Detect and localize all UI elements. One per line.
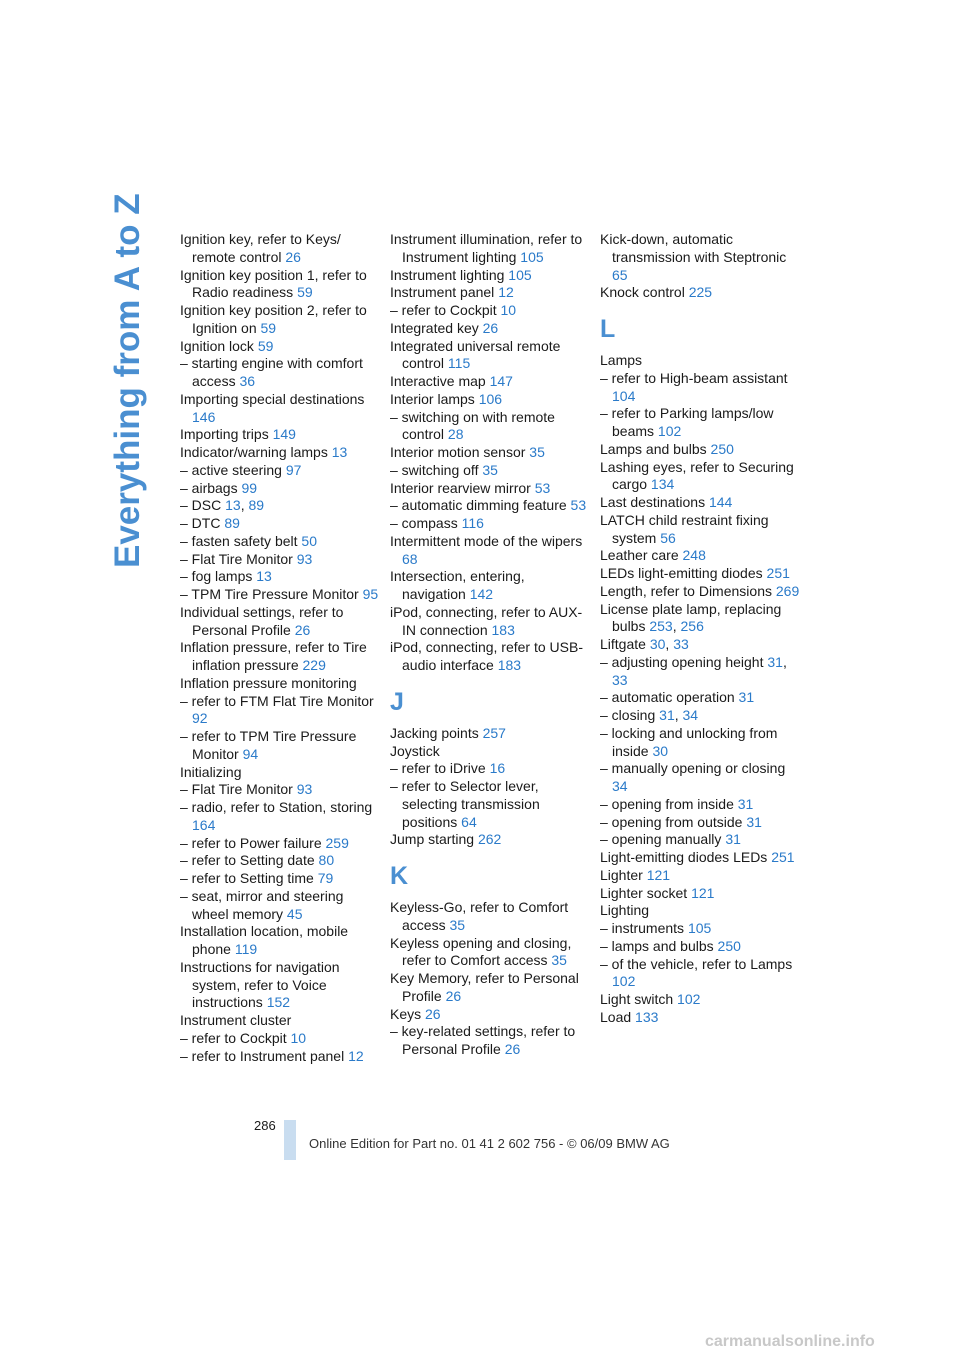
index-entry-text: – of the vehicle, refer to Lamps [600, 955, 793, 972]
index-entry-text: – refer to High-beam assistant [600, 369, 788, 386]
page-reference-link[interactable]: 35 [482, 461, 498, 478]
page-reference-link[interactable]: 33 [673, 636, 689, 652]
index-entry [390, 302, 590, 320]
index-entry-text: Ignition key position 2, refer to Ignition on [180, 302, 367, 336]
index-entry [390, 320, 590, 338]
index-entry-text: – automatic dimming feature [390, 497, 567, 514]
index-entry-text: – opening from inside [600, 795, 734, 812]
page-reference-link[interactable]: 30 [649, 636, 666, 652]
index-entry-text: – refer to Cockpit [180, 1029, 287, 1046]
page-reference-link[interactable]: 269 [775, 582, 800, 599]
index-entry-text: – Flat Tire Monitor [180, 781, 293, 798]
index-entry [390, 970, 590, 1006]
index-entry-text: Inflation pressure, refer to Tire inflation pressure [180, 639, 367, 673]
index-entry-text: Interior motion sensor [390, 444, 526, 460]
index-entry-text: Interior rearview mirror [390, 479, 531, 496]
index-entry-text: Lamps and bulbs [600, 440, 707, 457]
index-entry [600, 956, 800, 992]
index-entry-text: Inflation pressure monitoring [180, 674, 357, 691]
index-entry [180, 551, 380, 569]
index-entry-text: – fasten safety belt [180, 532, 298, 549]
index-entry-text: Jacking points [390, 724, 479, 741]
page-reference-link[interactable]: 115 [447, 355, 471, 372]
index-entry-text: Liftgate [600, 636, 646, 652]
page-reference-link[interactable]: 45 [286, 905, 303, 922]
index-entry [600, 920, 800, 938]
index-entry [180, 533, 380, 551]
page-reference-link[interactable]: 16 [489, 760, 506, 777]
index-entry-text: – opening from outside [600, 813, 743, 830]
index-entry [390, 444, 590, 462]
page-reference-link[interactable]: 164 [192, 816, 216, 833]
index-entry [600, 459, 800, 495]
index-entry [600, 494, 800, 512]
index-entry-text: Load [600, 1008, 632, 1025]
index-entry-text: – lamps and bulbs [600, 937, 714, 954]
footer-accent-bar [284, 1120, 296, 1160]
index-entry-text: Joystick [390, 742, 440, 759]
page-reference-link[interactable]: 142 [469, 586, 494, 602]
index-entry [600, 796, 800, 814]
index-entry [390, 231, 590, 267]
page-reference-link[interactable]: 26 [504, 1041, 521, 1057]
page-reference-link[interactable]: 183 [497, 657, 522, 673]
page-reference-link[interactable]: 12 [348, 1047, 364, 1064]
index-entry-text: Intermittent mode of the wipers [390, 532, 583, 549]
page-reference-link[interactable]: 257 [482, 724, 506, 741]
index-entry-text: – fog lamps [180, 568, 253, 585]
index-entry-text: Kick-down, automatic transmission with Steptronic [600, 231, 787, 265]
index-column-1 [180, 231, 380, 1065]
index-entry [180, 515, 380, 533]
page-reference-link[interactable]: 99 [241, 479, 258, 496]
page-reference-link[interactable]: 251 [766, 565, 790, 581]
index-entry-text: – airbags [180, 479, 238, 496]
page-reference-link[interactable]: 250 [717, 937, 741, 954]
page-reference-link[interactable]: 89 [224, 515, 240, 531]
page-reference-link[interactable]: 89 [248, 497, 265, 514]
page-reference-link[interactable]: 102 [677, 991, 701, 1007]
index-entry [180, 462, 380, 480]
index-entry [180, 444, 380, 462]
page-reference-link[interactable]: 13 [225, 497, 241, 514]
index-entry [390, 568, 590, 604]
index-entry [390, 462, 590, 480]
page-reference-link[interactable]: 183 [491, 621, 515, 638]
index-entry-text: – refer to FTM Flat Tire Monitor [180, 692, 374, 709]
section-side-title: Everything from A to Z [108, 193, 147, 568]
index-entry-text: – refer to iDrive [390, 760, 486, 777]
index-entry-text: LATCH child restraint fixing system [600, 511, 769, 546]
index-entry-text: – manually opening or closing [600, 760, 786, 777]
index-entry-text: – TPM Tire Pressure Monitor [180, 586, 359, 602]
index-entry [390, 760, 590, 778]
index-entry [180, 675, 380, 693]
index-entry-text: Intersection, entering, navigation [390, 568, 525, 602]
index-entry [390, 639, 590, 675]
index-entry-text: Lighting [600, 902, 650, 919]
page-reference-link[interactable]: 53 [570, 497, 587, 514]
page-reference-link[interactable]: 248 [682, 547, 706, 564]
index-entry [390, 831, 590, 849]
index-entry-text: Jump starting [390, 831, 475, 848]
index-entry [180, 267, 380, 303]
index-entry [390, 935, 590, 971]
page-reference-link[interactable]: 102 [657, 423, 682, 439]
index-entry-text: – active steering [180, 461, 282, 478]
index-entry: – closing 31, 34 [600, 707, 699, 723]
page-reference-link[interactable]: 56 [660, 529, 676, 546]
index-entry-text: Lighter [600, 866, 643, 883]
index-entry-text: – opening manually [600, 831, 722, 848]
index-entry [600, 849, 800, 867]
index-entry-text: Knock control [600, 284, 685, 301]
index-entry [390, 409, 590, 445]
index-entry [390, 899, 590, 935]
index-entry [600, 867, 800, 885]
page-reference-link[interactable]: 68 [402, 550, 418, 567]
index-entry [600, 547, 800, 565]
page-reference-link[interactable]: 26 [285, 248, 301, 265]
index-entry [390, 743, 590, 761]
index-entry-text: – starting engine with comfort access [180, 355, 363, 389]
index-entry-text: – closing [600, 707, 656, 723]
page-reference-link[interactable]: 152 [266, 994, 291, 1011]
index-entry-text: Lighter socket [600, 884, 688, 901]
page-reference-link[interactable]: 26 [482, 319, 499, 336]
index-entry [600, 831, 800, 849]
page-reference-link[interactable]: 105 [520, 248, 544, 265]
page-reference-link[interactable]: 31 [725, 831, 741, 848]
index-entry [390, 725, 590, 743]
index-entry-text: Instrument lighting [390, 266, 505, 283]
index-entry [180, 568, 380, 586]
page-reference-link[interactable]: 105 [508, 266, 532, 283]
index-entry-text: Instrument illumination, refer to Instrument lighting [390, 231, 583, 265]
index-entry [390, 391, 590, 409]
index-entry-text: – refer to Power failure [180, 834, 322, 851]
index-entry [390, 497, 590, 515]
index-column-3 [600, 231, 800, 1027]
watermark: carmanualsonline.info [705, 1333, 875, 1350]
index-entry [180, 852, 380, 870]
index-entry [390, 284, 590, 302]
page-reference-link[interactable]: 10 [290, 1029, 307, 1046]
index-entry-text: Interactive map [390, 373, 486, 389]
page-reference-link[interactable]: 134 [650, 476, 675, 493]
index-entry-text: – automatic operation [600, 689, 735, 706]
index-entry-text: Instrument cluster [180, 1012, 292, 1028]
index-column-2 [390, 231, 590, 1059]
index-entry-text: iPod, connecting, refer to AUX-IN connection [390, 603, 583, 638]
page-reference-link[interactable]: 94 [242, 745, 259, 762]
page-reference-link[interactable]: 65 [612, 266, 628, 283]
index-entry [180, 799, 380, 835]
page-reference-link[interactable]: 225 [688, 284, 713, 301]
page-reference-link[interactable]: 35 [551, 952, 567, 969]
index-entry-text: Integrated universal remote control [390, 337, 561, 372]
page-reference-link[interactable]: 31 [738, 689, 755, 706]
index-entry [180, 338, 380, 356]
index-entry [600, 512, 800, 548]
page-reference-link[interactable]: 106 [478, 390, 503, 407]
page-reference-link[interactable]: 64 [461, 813, 477, 830]
index-entry [600, 991, 800, 1009]
page-reference-link[interactable]: 59 [257, 337, 274, 354]
index-entry [390, 778, 590, 831]
index-entry-text: Initializing [180, 763, 242, 780]
index-entry-text: – DTC [180, 515, 221, 531]
page-reference-link[interactable]: 92 [192, 710, 208, 727]
index-entry-text: – instruments [600, 920, 685, 936]
index-entry [180, 870, 380, 888]
index-entry [600, 725, 800, 761]
index-entry-text: Importing trips [180, 426, 269, 443]
page-reference-link[interactable]: 59 [297, 284, 313, 301]
index-entry-text: – refer to Parking lamps/low beams [600, 405, 774, 439]
index-entry [180, 1048, 380, 1066]
page-reference-link[interactable]: 121 [646, 866, 671, 883]
index-entry-text: – refer to Cockpit [390, 302, 497, 318]
index-entry: Liftgate 30, 33 [600, 636, 689, 652]
page-reference-link[interactable]: 34 [682, 707, 699, 723]
index-entry-text: Importing special destinations [180, 390, 365, 407]
index-entry-text: Keyless-Go, refer to Comfort access [390, 899, 569, 933]
index-entry [180, 923, 380, 959]
index-entry [180, 355, 380, 391]
page-reference-link[interactable]: 10 [500, 302, 517, 318]
index-entry-text: Leather care [600, 547, 679, 564]
footer-edition-note: Online Edition for Part no. 01 41 2 602 756 - © 06/09 BMW AG [309, 1136, 670, 1151]
index-entry [180, 426, 380, 444]
index-entry [180, 728, 380, 764]
index-entry-text: – switching on with remote control [390, 408, 555, 443]
index-entry-text: – switching off [390, 461, 479, 478]
index-entry-text: Last destinations [600, 494, 706, 510]
page-reference-link[interactable]: 121 [691, 884, 715, 901]
index-entry-text: License plate lamp, replacing bulbs [600, 600, 782, 635]
index-entry [390, 515, 590, 533]
index-letter-heading: K [390, 862, 409, 890]
index-entry-text: – seat, mirror and steering wheel memory [180, 887, 344, 922]
page-reference-link[interactable]: 50 [301, 532, 317, 549]
index-entry-text: Integrated key [390, 319, 479, 336]
page-reference-link[interactable]: 144 [708, 494, 733, 510]
index-entry-text: Keys [390, 1005, 422, 1022]
index-entry [390, 267, 590, 285]
page-reference-link[interactable]: 28 [447, 426, 464, 443]
index-entry-text: Ignition lock [180, 337, 254, 354]
index-entry [600, 352, 800, 370]
index-entry [180, 391, 380, 427]
page-reference-link[interactable]: 31 [767, 653, 783, 670]
index-entry-text: Instrument panel [390, 284, 495, 301]
index-entry [600, 760, 800, 796]
page-reference-link[interactable]: 79 [317, 870, 334, 886]
index-entry [390, 480, 590, 498]
index-entry [390, 533, 590, 569]
index-entry-text: – refer to Instrument panel [180, 1047, 345, 1064]
page-reference-link[interactable]: 53 [534, 479, 551, 496]
index-entry [180, 835, 380, 853]
index-entry [180, 480, 380, 498]
index-entry-text: – locking and unlocking from inside [600, 724, 778, 759]
index-entry [390, 604, 590, 640]
index-entry [600, 814, 800, 832]
index-entry-text: Ignition key, refer to Keys/ remote control [180, 231, 341, 265]
index-entry [600, 565, 800, 583]
page-reference-link[interactable]: 229 [302, 657, 326, 673]
index-entry [390, 373, 590, 391]
page-reference-link[interactable]: 31 [659, 707, 675, 723]
page-reference-link[interactable]: 26 [425, 1005, 441, 1022]
page-reference-link[interactable]: 13 [331, 444, 348, 460]
index-entry [180, 781, 380, 799]
index-entry [390, 338, 590, 374]
index-entry-text: – refer to Setting time [180, 870, 314, 886]
index-entry-text: – compass [390, 515, 458, 531]
page-reference-link[interactable]: 97 [285, 461, 302, 478]
page-reference-link[interactable]: 35 [529, 444, 545, 460]
index-entry [600, 1009, 800, 1027]
index-entry [180, 302, 380, 338]
page-reference-link[interactable]: 35 [449, 916, 466, 933]
index-entry [180, 1012, 380, 1030]
index-entry [180, 959, 380, 1012]
index-entry-text: – refer to Selector lever, selecting transmission positions [390, 778, 540, 830]
index-letter-heading: J [390, 687, 404, 716]
page-reference-link[interactable]: 34 [612, 778, 628, 794]
index-entry-text: Keyless opening and closing, refer to Comfort access [390, 934, 572, 969]
page-reference-link[interactable]: 95 [362, 586, 379, 602]
page-reference-link[interactable]: 93 [296, 781, 313, 798]
page-reference-link[interactable]: 26 [445, 987, 462, 1004]
page-reference-link[interactable]: 119 [234, 941, 258, 957]
index-entry-text: Light-emitting diodes LEDs [600, 849, 768, 865]
index-entry-text: Ignition key position 1, refer to Radio readiness [180, 266, 367, 301]
index-entry [600, 938, 800, 956]
page-reference-link[interactable]: 13 [256, 568, 272, 585]
index-entry-text: LEDs light-emitting diodes [600, 565, 763, 581]
index-entry [180, 1030, 380, 1048]
index-entry-text: – refer to Setting date [180, 852, 315, 869]
page-reference-link[interactable]: 259 [325, 834, 349, 851]
index-entry [180, 586, 380, 604]
index-entry [600, 441, 800, 459]
page-reference-link[interactable]: 116 [461, 515, 484, 531]
page-reference-link[interactable]: 30 [652, 742, 669, 759]
index-entry [600, 902, 800, 920]
index-entry-text: Indicator/warning lamps [180, 444, 328, 460]
page-reference-link[interactable]: 105 [687, 920, 712, 936]
index-entry-text: – adjusting opening height [600, 653, 764, 670]
page-reference-link[interactable]: 12 [498, 284, 514, 301]
page-reference-link[interactable]: 31 [746, 813, 762, 830]
index-entry-text: Length, refer to Dimensions [600, 582, 772, 599]
index-entry-text: Individual settings, refer to Personal Profile [180, 603, 344, 638]
index-entry: – DSC 13, 89 [180, 497, 265, 514]
index-entry-text: Interior lamps [390, 390, 475, 407]
index-entry [180, 639, 380, 675]
index-entry-text: Instructions for navigation system, refer to Voice instructions [180, 958, 340, 1011]
page-reference-link[interactable]: 147 [489, 373, 513, 389]
index-entry [600, 231, 800, 284]
index-entry [180, 888, 380, 924]
index-letter-heading: L [600, 315, 616, 343]
page-reference-link[interactable]: 59 [260, 319, 277, 336]
index-entry-text: Light switch [600, 991, 674, 1007]
page-reference-link[interactable]: 102 [612, 973, 636, 990]
index-entry-text: Lashing eyes, refer to Securing cargo [600, 458, 794, 493]
index-entry [180, 231, 380, 267]
page-reference-link[interactable]: 256 [680, 618, 704, 635]
page-reference-link[interactable]: 250 [710, 440, 734, 457]
index-entry [390, 1023, 590, 1059]
index-entry [180, 764, 380, 782]
page-reference-link[interactable]: 133 [635, 1008, 659, 1025]
index-entry [600, 885, 800, 903]
index-entry [180, 604, 380, 640]
index-entry-text: – Flat Tire Monitor [180, 550, 293, 567]
index-entry [600, 405, 800, 441]
index-entry-text: Installation location, mobile phone [180, 923, 349, 957]
page-reference-link[interactable]: 26 [294, 621, 311, 638]
index-entry-text: – key-related settings, refer to Personal Profile [390, 1023, 576, 1057]
page-reference-link[interactable]: 36 [239, 373, 256, 389]
page-reference-link[interactable]: 251 [771, 849, 795, 865]
index-entry [600, 689, 800, 707]
page-reference-link[interactable]: 33 [612, 671, 628, 688]
page-reference-link[interactable]: 146 [192, 408, 216, 425]
index-entry: License plate lamp, replacing bulbs 253, 256 [600, 600, 782, 635]
page-reference-link[interactable]: 149 [272, 426, 296, 443]
index-entry-text: iPod, connecting, refer to USB-audio interface [390, 639, 583, 673]
page-reference-link[interactable]: 80 [318, 852, 335, 869]
index-entry-text: – radio, refer to Station, storing [180, 799, 373, 815]
page-reference-link[interactable]: 253 [649, 618, 673, 635]
page-reference-link[interactable]: 104 [612, 387, 636, 404]
index-entry [600, 370, 800, 406]
index-entry: – adjusting opening height 31, 33 [600, 653, 787, 688]
index-entry [180, 693, 380, 729]
index-entry-text: – DSC [180, 497, 222, 514]
index-entry-text: Key Memory, refer to Personal Profile [390, 970, 579, 1004]
page-reference-link[interactable]: 262 [477, 831, 502, 848]
page-reference-link[interactable]: 93 [296, 550, 313, 567]
page-number: 286 [254, 1118, 276, 1133]
index-entry [390, 1006, 590, 1024]
index-entry [600, 284, 800, 302]
index-entry [600, 583, 800, 601]
page-reference-link[interactable]: 31 [737, 795, 754, 812]
index-entry-text: – refer to TPM Tire Pressure Monitor [180, 728, 357, 762]
index-entry-text: Lamps [600, 352, 643, 368]
